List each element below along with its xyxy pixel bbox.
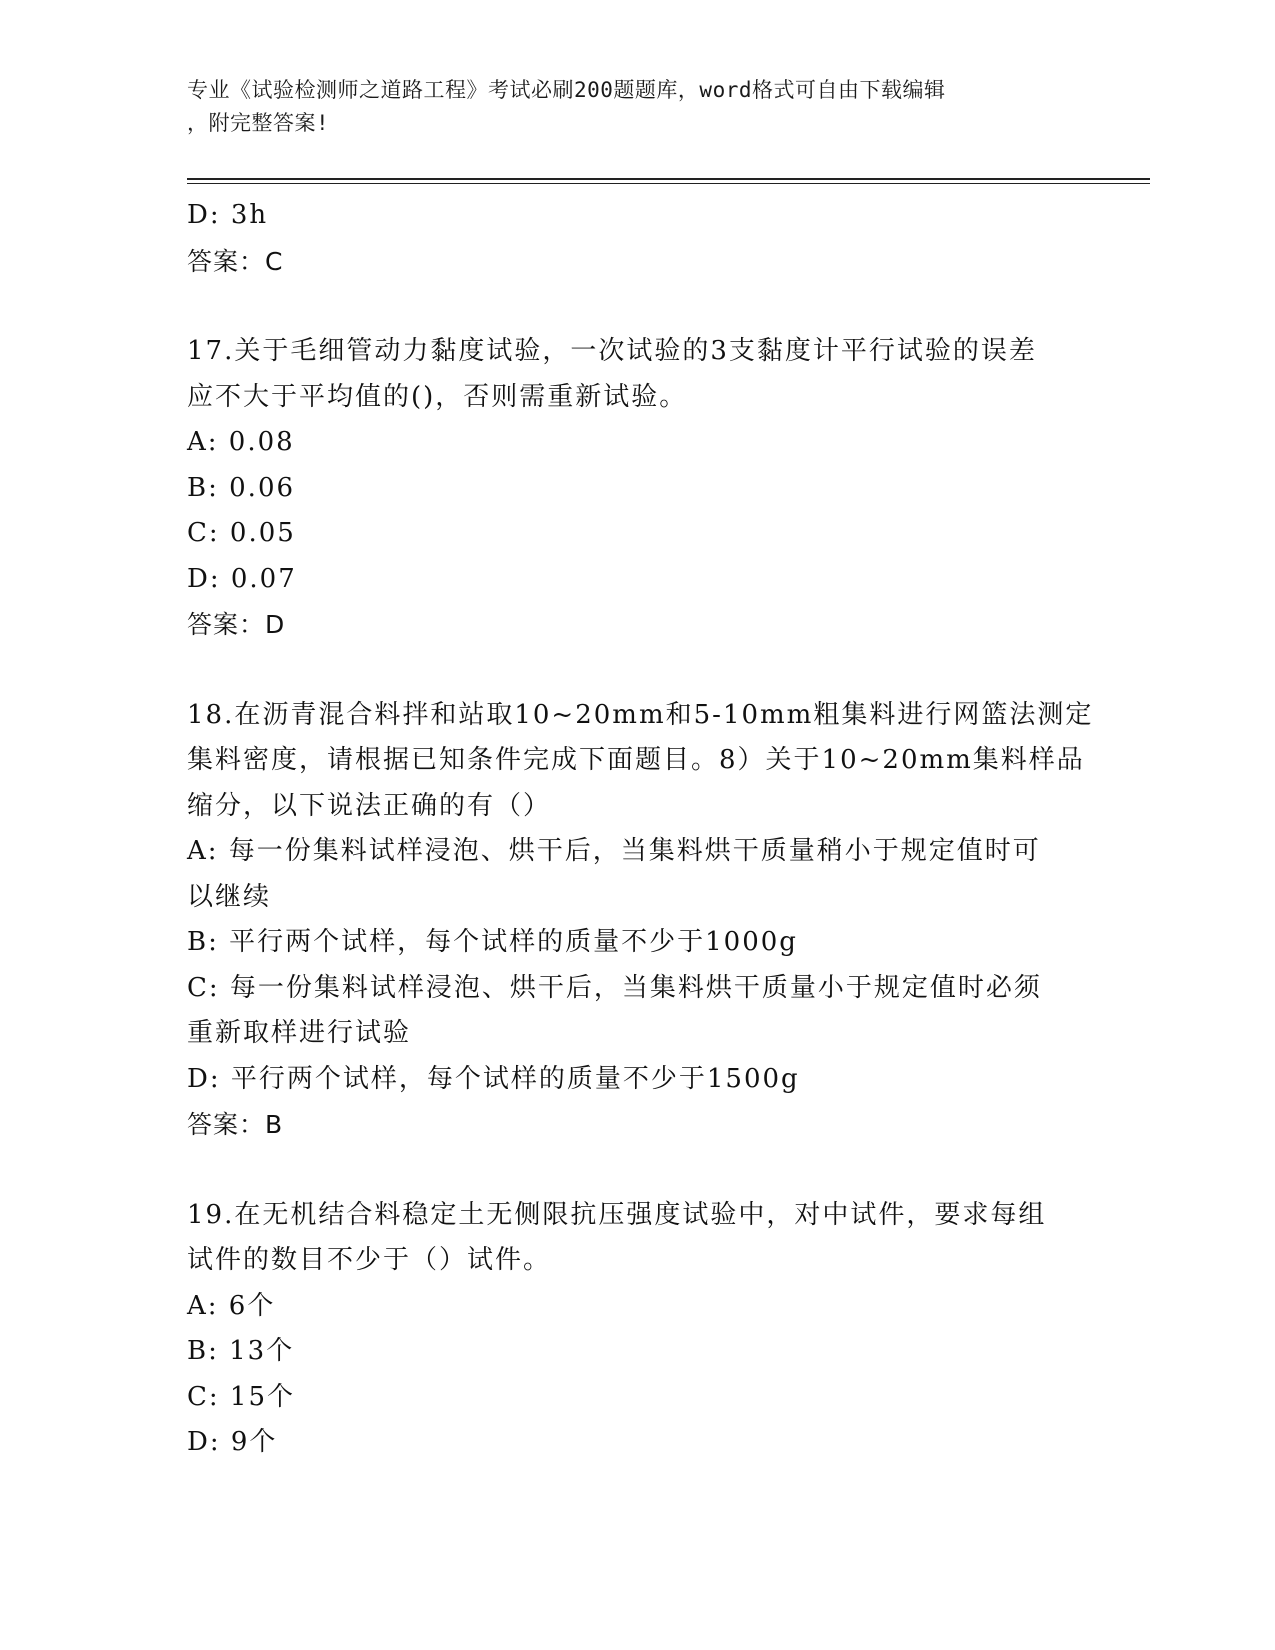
q19-option-a: A: 6个: [187, 1290, 276, 1321]
q16-answer: 答案：C: [187, 246, 284, 276]
q17-option-a: A: 0.08: [187, 427, 295, 457]
spacer: [187, 1148, 1077, 1193]
q19-stem-line-2: 试件的数目不少于（）试件。: [187, 1245, 552, 1275]
header-rule-thick: [187, 178, 1150, 180]
q18-stem-line-1: 18.在沥青混合料拌和站取10~20mm和5-10mm粗集料进行网篮法测定: [187, 699, 1094, 730]
q17-answer: 答案：D: [187, 610, 286, 639]
q19-option-c: C: 15个: [187, 1381, 296, 1412]
q18-stem-line-3: 缩分，以下说法正确的有（）: [187, 790, 552, 821]
question-19: [187, 1193, 1077, 1466]
q18-option-a-line-1: A: 每一份集料试样浸泡、烘干后，当集料烘干质量稍小于规定值时可: [187, 836, 1041, 866]
q18-option-c-line-1: C: 每一份集料试样浸泡、烘干后，当集料烘干质量小于规定值时必须: [187, 972, 1042, 1003]
q17-option-b: B: 0.06: [187, 472, 296, 503]
spacer: [187, 284, 1077, 329]
question-18: [187, 693, 1094, 1148]
header-rule-thin: [187, 183, 1150, 184]
q17-option-d: D: 0.07: [187, 563, 297, 594]
q16-option-d: D: 3h: [187, 200, 269, 230]
spacer: [187, 648, 1077, 693]
q18-stem-line-2: 集料密度，请根据已知条件完成下面题目。8）关于10~20mm集料样品: [187, 745, 1085, 775]
q19-option-d: D: 9个: [187, 1427, 278, 1457]
header-line-1: 专业《试验检测师之道路工程》考试必刷200题题库，word格式可自由下载编辑: [187, 78, 946, 102]
q19-stem-line-1: 19.在无机结合料稳定土无侧限抗压强度试验中，对中试件，要求每组: [187, 1199, 1047, 1230]
header-line-2: ，附完整答案!: [187, 111, 330, 135]
q17-stem-line-1: 17.关于毛细管动力黏度试验，一次试验的3支黏度计平行试验的误差: [187, 336, 1037, 366]
q18-option-a-line-2: 以继续: [187, 881, 272, 912]
q17-option-c: C: 0.05: [187, 518, 296, 548]
q19-option-b: B: 13个: [187, 1336, 295, 1366]
q18-answer: 答案：B: [187, 1110, 284, 1139]
q18-option-d: D: 平行两个试样，每个试样的质量不少于1500g: [187, 1063, 800, 1094]
q17-stem-line-2: 应不大于平均值的()，否则需重新试验。: [187, 381, 688, 412]
question-content: [187, 193, 1094, 1466]
q18-option-c-line-2: 重新取样进行试验: [187, 1018, 412, 1048]
q18-option-b: B: 平行两个试样，每个试样的质量不少于1000g: [187, 927, 798, 957]
question-17: [187, 329, 1077, 648]
page-header: [187, 74, 1067, 140]
